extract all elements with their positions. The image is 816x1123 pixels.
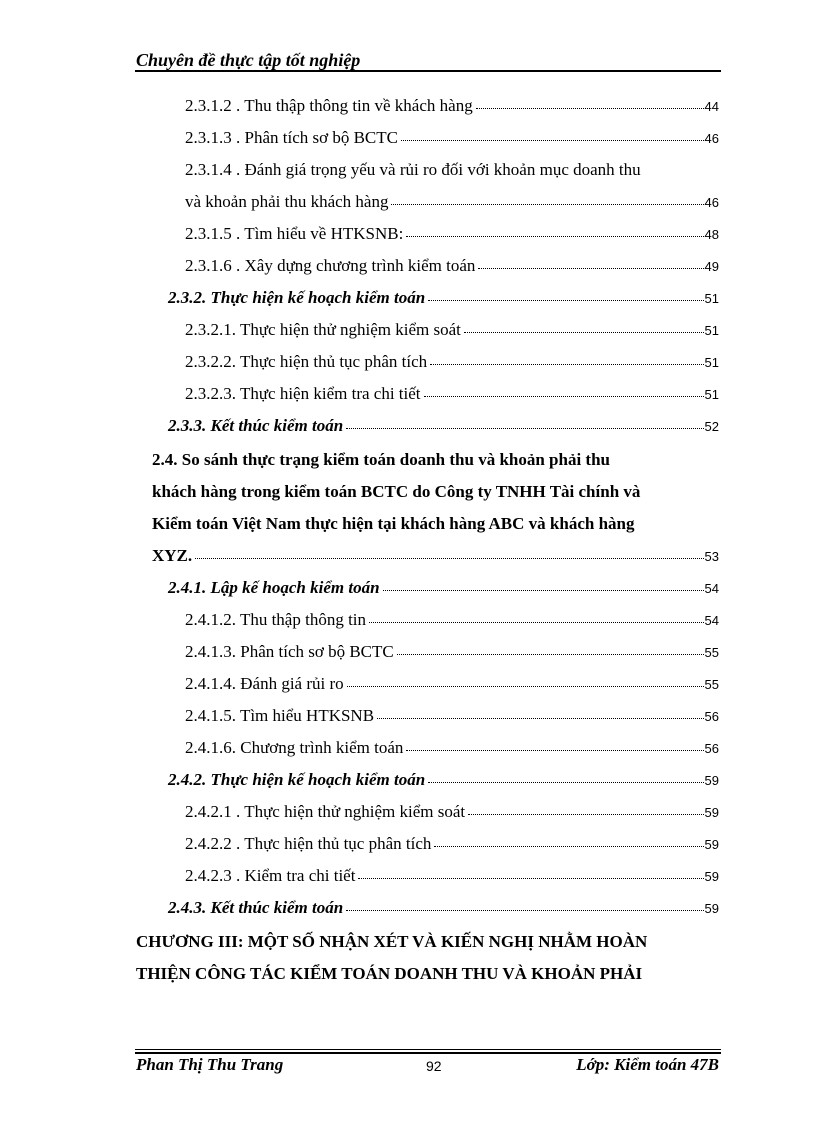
- toc-entry[interactable]: [185, 224, 719, 244]
- toc-entry-label: 2.3.1.6 . Xây dựng chương trình kiểm toán: [185, 256, 476, 275]
- footer-page-number: 92: [426, 1058, 442, 1074]
- toc-entry-page: 46: [704, 131, 719, 146]
- footer-divider: [135, 1052, 721, 1054]
- page-header-title: Chuyên đề thực tập tốt nghiệp: [136, 50, 361, 70]
- dot-leader: [478, 268, 703, 269]
- toc-entry-label: 2.3.2.3. Thực hiện kiểm tra chi tiết: [185, 384, 421, 403]
- toc-entry-page: 51: [704, 355, 719, 370]
- toc-entry-page: 54: [704, 613, 719, 628]
- dot-leader: [391, 204, 703, 205]
- toc-entry-page: 53: [704, 549, 719, 564]
- toc-entry-page: 55: [704, 677, 719, 692]
- toc-entry-label: 2.4.2. Thực hiện kế hoạch kiểm toán: [168, 770, 426, 789]
- toc-entry-label: 2.4.2.2 . Thực hiện thủ tục phân tích: [185, 834, 432, 853]
- dot-leader: [383, 590, 704, 591]
- toc-entry[interactable]: [185, 320, 719, 340]
- toc-entry-label: 2.3.3. Kết thúc kiểm toán: [168, 416, 344, 435]
- toc-entry[interactable]: [185, 128, 719, 148]
- dot-leader: [476, 108, 704, 109]
- toc-section-entry[interactable]: [168, 416, 719, 436]
- toc-heading-entry[interactable]: [152, 546, 719, 566]
- toc-entry-page: 51: [704, 323, 719, 338]
- toc-section-entry[interactable]: [168, 288, 719, 308]
- dot-leader: [406, 236, 703, 237]
- toc-entry-label: 2.4.1.4. Đánh giá rủi ro: [185, 674, 344, 693]
- toc-entry-label: 2.4.1.6. Chương trình kiểm toán: [185, 738, 404, 757]
- toc-entry[interactable]: [185, 610, 719, 630]
- toc-entry[interactable]: [185, 352, 719, 372]
- toc-entry-label: 2.4.2.1 . Thực hiện thử nghiệm kiểm soát: [185, 802, 466, 821]
- toc-entry-page: 51: [704, 291, 719, 306]
- toc-entry-label: 2.4.3. Kết thúc kiểm toán: [168, 898, 344, 917]
- toc-entry-line: 2.3.1.4 . Đánh giá trọng yếu và rủi ro đối với khoản mục doanh thu: [185, 160, 641, 179]
- footer-divider: [135, 1049, 721, 1050]
- toc-entry[interactable]: [185, 866, 719, 886]
- toc-heading-line: 2.4. So sánh thực trạng kiểm toán doanh thu và khoản phải thu: [152, 450, 611, 469]
- dot-leader: [346, 428, 703, 429]
- toc-entry[interactable]: [185, 96, 719, 116]
- toc-entry-page: 55: [704, 645, 719, 660]
- toc-entry-label: 2.3.2.2. Thực hiện thủ tục phân tích: [185, 352, 428, 371]
- dot-leader: [428, 300, 703, 301]
- header-divider: [135, 70, 721, 72]
- dot-leader: [424, 396, 704, 397]
- toc-entry-page: 56: [704, 741, 719, 756]
- toc-section-entry[interactable]: [168, 578, 719, 598]
- toc-entry-label: 2.3.1.2 . Thu thập thông tin về khách hàng: [185, 96, 473, 115]
- toc-entry-page: 59: [704, 773, 719, 788]
- toc-entry-page: 49: [704, 259, 719, 274]
- toc-entry-page: 59: [704, 805, 719, 820]
- toc-entry[interactable]: [185, 674, 719, 694]
- toc-entry[interactable]: [185, 834, 719, 854]
- dot-leader: [369, 622, 704, 623]
- toc-entry-label: 2.4.1. Lập kế hoạch kiểm toán: [168, 578, 380, 597]
- toc-entry-label: 2.3.1.3 . Phân tích sơ bộ BCTC: [185, 128, 398, 147]
- toc-entry-label: và khoản phải thu khách hàng: [185, 192, 389, 211]
- toc-entry[interactable]: [185, 192, 719, 212]
- toc-chapter-line[interactable]: CHƯƠNG III: MỘT SỐ NHẬN XÉT VÀ KIẾN NGHỊ NHẰM HOÀN: [136, 932, 648, 951]
- toc-entry[interactable]: [185, 738, 719, 758]
- dot-leader: [195, 558, 703, 559]
- dot-leader: [430, 364, 703, 365]
- dot-leader: [397, 654, 704, 655]
- dot-leader: [406, 750, 703, 751]
- dot-leader: [434, 846, 703, 847]
- toc-entry[interactable]: [185, 256, 719, 276]
- toc-section-entry[interactable]: [168, 770, 719, 790]
- toc-entry-label: 2.4.2.3 . Kiểm tra chi tiết: [185, 866, 356, 885]
- dot-leader: [468, 814, 703, 815]
- toc-entry-label: 2.4.1.3. Phân tích sơ bộ BCTC: [185, 642, 394, 661]
- dot-leader: [358, 878, 703, 879]
- dot-leader: [377, 718, 703, 719]
- toc-entry-page: 44: [704, 99, 719, 114]
- toc-entry-page: 56: [704, 709, 719, 724]
- toc-entry-label: 2.3.2. Thực hiện kế hoạch kiểm toán: [168, 288, 426, 307]
- toc-entry-label: XYZ.: [152, 546, 193, 565]
- toc-entry-label: 2.3.1.5 . Tìm hiểu về HTKSNB:: [185, 224, 404, 243]
- toc-entry-page: 59: [704, 901, 719, 916]
- toc-entry-page: 48: [704, 227, 719, 242]
- toc-entry-label: 2.4.1.5. Tìm hiểu HTKSNB: [185, 706, 375, 725]
- toc-entry[interactable]: [185, 706, 719, 726]
- toc-entry-page: 59: [704, 837, 719, 852]
- toc-entry-page: 46: [704, 195, 719, 210]
- dot-leader: [428, 782, 703, 783]
- toc-entry-label: 2.3.2.1. Thực hiện thử nghiệm kiểm soát: [185, 320, 461, 339]
- toc-heading-line: Kiểm toán Việt Nam thực hiện tại khách hàng ABC và khách hàng: [152, 514, 635, 533]
- toc-entry[interactable]: [185, 802, 719, 822]
- toc-entry[interactable]: [185, 642, 719, 662]
- toc-section-entry[interactable]: [168, 898, 719, 918]
- dot-leader: [347, 686, 704, 687]
- dot-leader: [464, 332, 704, 333]
- toc-heading-line: khách hàng trong kiểm toán BCTC do Công ty TNHH Tài chính và: [152, 482, 641, 501]
- toc-entry-page: 52: [704, 419, 719, 434]
- toc-entry-page: 51: [704, 387, 719, 402]
- toc-entry-page: 54: [704, 581, 719, 596]
- footer-author: Phan Thị Thu Trang: [136, 1055, 284, 1074]
- dot-leader: [346, 910, 703, 911]
- toc-entry-label: 2.4.1.2. Thu thập thông tin: [185, 610, 367, 629]
- footer-class-label: Lớp: Kiểm toán 47B: [576, 1055, 719, 1074]
- dot-leader: [401, 140, 704, 141]
- toc-entry-page: 59: [704, 869, 719, 884]
- toc-entry[interactable]: [185, 384, 719, 404]
- toc-chapter-line[interactable]: THIỆN CÔNG TÁC KIỂM TOÁN DOANH THU VÀ KHOẢN PHẢI: [136, 964, 643, 983]
